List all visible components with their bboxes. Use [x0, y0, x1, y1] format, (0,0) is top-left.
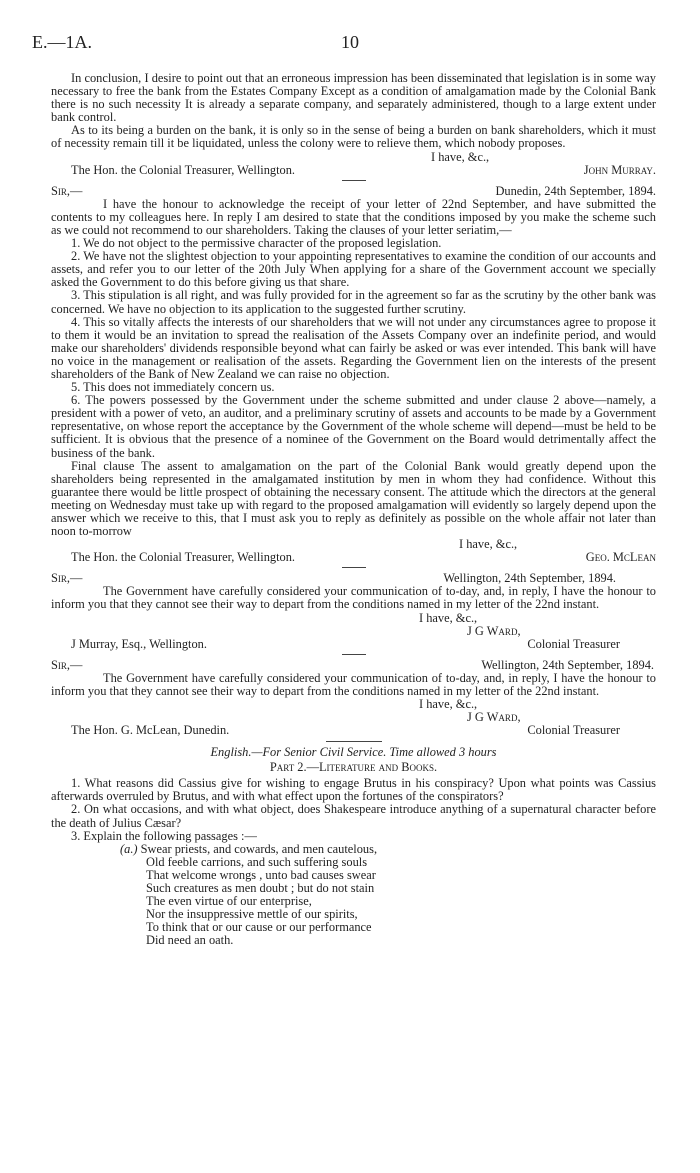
list-item: 3. This stipulation is all right, and was fully provided for in the agreement so far as the scrutiny by the other bank was concerned. We have no objection to its application to the suggested further scrutiny.: [51, 288, 656, 316]
addressee: The Hon. G. McLean, Dunedin.: [71, 722, 230, 737]
passage-line: Did need an oath.: [146, 933, 234, 948]
list-item: 1. We do not object to the permissive character of the proposed legislation.: [71, 236, 442, 251]
addressee-line: [51, 638, 656, 651]
list-item: 5. This does not immediately concern us.: [71, 380, 275, 395]
list-item: 6. The powers possessed by the Government under the scheme submitted and under clause 2 above—namely, a president with a power of veto, an auditor, and a preliminary scrutiny of assets and accounts to be made by a Government representative, on whose report the acceptance by the Government of the whole scheme will depend—must be held to be sufficient. It is obvious that the presence of a nominee of the Government on the Board would detrimentally affect the business of the bank.: [51, 393, 656, 460]
divider: [342, 654, 366, 655]
divider: [342, 180, 366, 181]
list-item: Final clause The assent to amalgamation on the part of the Colonial Bank would greatly depend upon the shareholders being represented in the amalgamated institution by men in whom they had confidence. Without this guarantee there would be little prospect of obtaining the necessary consent. The attitude which the directors at the general meeting on Wednesday must take up with regard to the proposed amalgamation will evidently so largely depend upon the answer which we receive to this, that I must ask you to reply as definitely as possible on the whole affair not later than noon to-morrow: [51, 458, 656, 539]
list-item: 2. We have not the slightest objection to your appointing representatives to examine the condition of our accounts and assets, and refer you to our letter of the 20th July When applying for a share of the Government account we specially asked the Government to do this before giving us that share.: [51, 249, 656, 290]
passage-line: Swear priests, and cowards, and men cautelous,: [140, 841, 378, 856]
exam-question: 1. What reasons did Cassius give for wishing to engage Brutus in his conspiracy? Upon what points was Cassius afterwards overruled by Brutus, and with what effect upon the fortunes of the conspirators?: [51, 776, 656, 804]
letter-date: Wellington, 24th September, 1894.: [481, 657, 654, 672]
page-header: [32, 32, 668, 56]
closing-line: [51, 151, 656, 164]
signature: Geo. McLean: [585, 550, 656, 565]
passage-line: The even virtue of our enterprise,: [146, 894, 312, 909]
divider: [326, 741, 382, 742]
salutation-line: [51, 659, 656, 672]
closing: I have, &c.,: [419, 610, 478, 625]
exam-question: 2. On what occasions, and with what object, does Shakespeare introduce anything of a supernatural character before the death of Julius Cæsar?: [51, 802, 656, 830]
addressee: The Hon. the Colonial Treasurer, Wellington.: [71, 162, 296, 177]
passage-line: Nor the insuppressive mettle of our spirits,: [146, 907, 358, 922]
closing-line: [51, 612, 656, 625]
salutation: Sir,—: [51, 571, 83, 586]
paragraph: The Government have carefully considered your communication of to-day, and, in reply, I have the honour to inform you that they cannot see their way to depart from the conditions named in my letter of the 22nd instant.: [51, 670, 656, 698]
closing: I have, &c.,: [431, 149, 490, 164]
passage-label: (a.): [120, 841, 138, 856]
paragraph: As to its being a burden on the bank, it is only so in the sense of being a burden on bank shareholders, which it must of necessity remain till it be liquidated, unless the colony were to relieve them, which nobody proposes.: [51, 123, 656, 151]
document-body: [51, 72, 656, 947]
signature-line: [51, 551, 656, 564]
closing-line: [51, 538, 656, 551]
passage-line: Old feeble carrions, and such suffering souls: [146, 854, 368, 869]
exam-question: 3. Explain the following passages :—: [71, 828, 257, 843]
signature: J G Ward,: [467, 709, 521, 724]
document-reference: E.—1A.: [32, 32, 92, 52]
letter-date: Dunedin, 24th September, 1894.: [495, 183, 656, 198]
addressee: The Hon. the Colonial Treasurer, Wellington.: [71, 550, 296, 565]
salutation-line: [51, 185, 656, 198]
passage-line: Such creatures as men doubt ; but do not stain: [146, 880, 375, 895]
closing: I have, &c.,: [459, 537, 518, 552]
closing-line: [51, 698, 656, 711]
closing: I have, &c.,: [419, 696, 478, 711]
paragraph: I have the honour to acknowledge the receipt of your letter of 22nd September, and have submitted the contents to my colleagues here. In reply I am desired to state that the conditions imposed by you make the scheme such as we could not recommend to our shareholders. Taking the clauses of your letter seriatim,—: [51, 196, 656, 237]
page-number: 10: [341, 32, 359, 52]
paragraph: The Government have carefully considered your communication of to-day, and, in reply, I have the honour to inform you that they cannot see their way to depart from the conditions named in my letter of the 22nd instant.: [51, 584, 656, 612]
signature: John Murray.: [583, 162, 656, 177]
addressee-line: [51, 724, 656, 737]
passage-line: To think that or our cause or our performance: [146, 920, 372, 935]
quoted-passage: [120, 841, 656, 948]
salutation: Sir,—: [51, 657, 83, 672]
signature: J G Ward,: [467, 623, 521, 638]
signatory-title: Colonial Treasurer: [527, 722, 620, 737]
signature-line: [51, 711, 656, 724]
salutation: Sir,—: [51, 183, 83, 198]
list-item: 4. This so vitally affects the interests of our shareholders that we will not under any circumstances agree to propose it to them it would be an invitation to spread the realisation of the Assets Company over an indefinite period, and would make our shareholders' dividends responsible beyond what can fairly be asked or was ever intended. This bank will have no voice in the management or realisation of the assets. Regarding the Government lien on the interests of the present shareholders of the Bank of New Zealand we can raise no objection.: [51, 314, 656, 381]
signature-line: [51, 625, 656, 638]
exam-heading: English.—For Senior Civil Service. Time allowed 3 hours: [210, 745, 497, 760]
paragraph: In conclusion, I desire to point out that an erroneous impression has been disseminated that legislation is in some way necessary to free the bank from the Estates Company Except as a condition of amalgamation made by the Colonial Bank there is no such necessity It is already a separate company, and separately administered, though to a large extent under bank control.: [51, 71, 656, 125]
passage-line: That welcome wrongs , unto bad causes swear: [146, 867, 376, 882]
addressee: J Murray, Esq., Wellington.: [71, 636, 207, 651]
exam-part-title: Part 2.—Literature and Books.: [269, 760, 438, 775]
signatory-title: Colonial Treasurer: [527, 636, 620, 651]
signature-line: [51, 164, 656, 177]
divider: [342, 567, 366, 568]
letter-date: Wellington, 24th September, 1894.: [443, 571, 616, 586]
